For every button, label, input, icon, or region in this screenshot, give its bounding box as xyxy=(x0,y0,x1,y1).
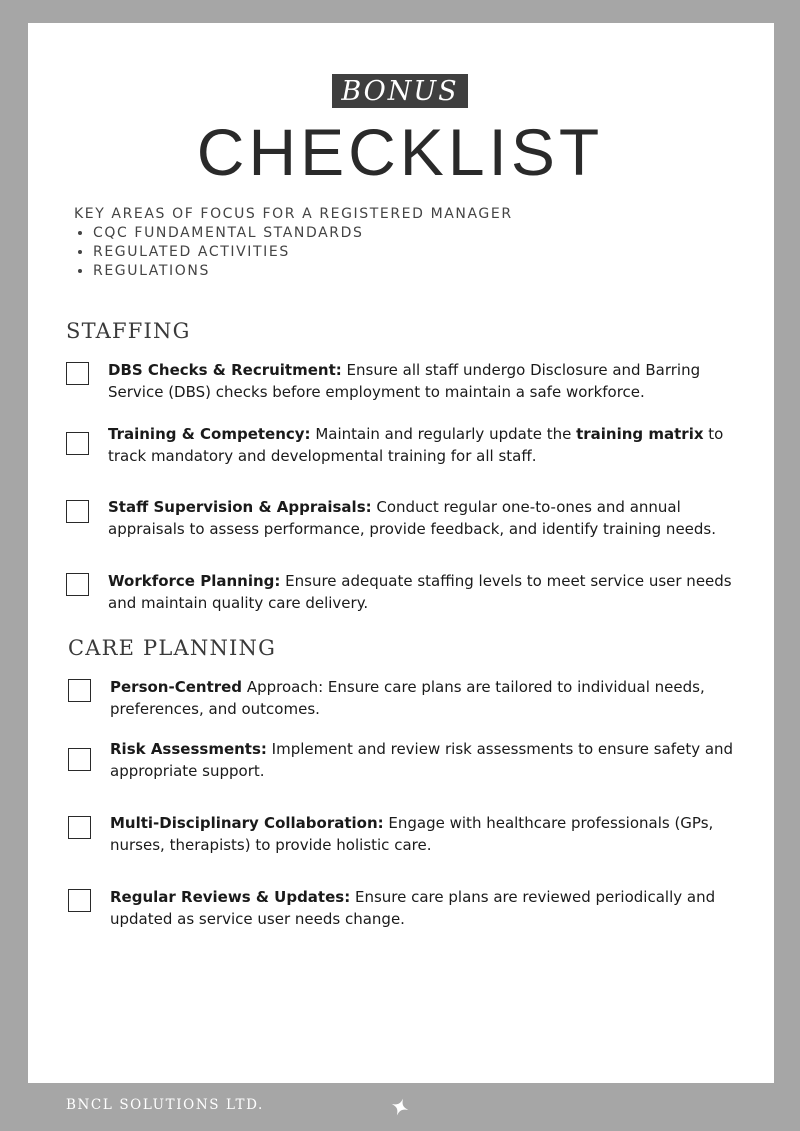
item-body: Ensure adequate staffing levels to meet service user needs and maintain quality care delivery. xyxy=(108,572,732,612)
checklist-item-text xyxy=(110,738,750,782)
checkbox[interactable] xyxy=(68,889,91,912)
checkbox[interactable] xyxy=(66,362,89,385)
intro-block xyxy=(74,205,513,281)
item-lead: Staff Supervision & Appraisals: xyxy=(108,498,372,516)
section-title-staffing: STAFFING xyxy=(66,319,191,343)
item-body: Ensure all staff undergo Disclosure and Barring Service (DBS) checks before employment to maintain a safe workforce. xyxy=(108,361,701,401)
checkbox[interactable] xyxy=(66,432,89,455)
intro-bullet: • REGULATIONS xyxy=(93,262,513,281)
bonus-badge: BONUS xyxy=(332,74,468,108)
footer-brand: BNCL SOLUTIONS LTD. xyxy=(66,1097,264,1113)
page-title: CHECKLIST xyxy=(196,115,604,189)
intro-heading: KEY AREAS OF FOCUS FOR A REGISTERED MANAGER xyxy=(74,206,513,222)
item-lead: Training & Competency: xyxy=(108,425,311,443)
item-lead: Multi-Disciplinary Collaboration: xyxy=(110,814,384,832)
intro-bullet: • REGULATED ACTIVITIES xyxy=(93,243,513,262)
item-body: Engage with healthcare professionals (GPs, nurses, therapists) to provide holistic care. xyxy=(110,814,714,854)
checkbox[interactable] xyxy=(66,500,89,523)
checklist-item-text xyxy=(108,570,748,614)
intro-bullet: • CQC FUNDAMENTAL STANDARDS xyxy=(93,224,513,243)
item-body: Maintain and regularly update the xyxy=(310,425,577,443)
item-lead: DBS Checks & Recruitment: xyxy=(108,361,342,379)
item-body: Implement and review risk assessments to ensure safety and appropriate support. xyxy=(110,740,734,780)
item-lead: Risk Assessments: xyxy=(110,740,267,758)
checkbox[interactable] xyxy=(68,748,91,771)
item-body: to track mandatory and developmental training for all staff. xyxy=(108,425,724,465)
sparkle-icon xyxy=(391,1098,409,1116)
checklist-item-text xyxy=(108,423,748,467)
checkbox[interactable] xyxy=(68,816,91,839)
checklist-item-text xyxy=(110,812,750,856)
checklist-item-text xyxy=(108,359,748,403)
item-emphasis: training matrix xyxy=(576,425,704,443)
checklist-item-text xyxy=(110,676,750,720)
item-body: Conduct regular one-to-ones and annual appraisals to assess performance, provide feedback, and identify training needs. xyxy=(108,498,717,538)
intro-list xyxy=(74,224,513,281)
checklist-item-text xyxy=(110,886,750,930)
item-lead: Regular Reviews & Updates: xyxy=(110,888,351,906)
item-lead: Person-Centred xyxy=(110,678,243,696)
item-body: Approach: Ensure care plans are tailored to individual needs, preferences, and outcomes. xyxy=(110,678,705,718)
checkbox[interactable] xyxy=(66,573,89,596)
section-title-care-planning: CARE PLANNING xyxy=(68,636,277,660)
item-lead: Workforce Planning: xyxy=(108,572,281,590)
checklist-item-text xyxy=(108,496,758,540)
checkbox[interactable] xyxy=(68,679,91,702)
item-body: Ensure care plans are reviewed periodically and updated as service user needs change. xyxy=(110,888,716,928)
